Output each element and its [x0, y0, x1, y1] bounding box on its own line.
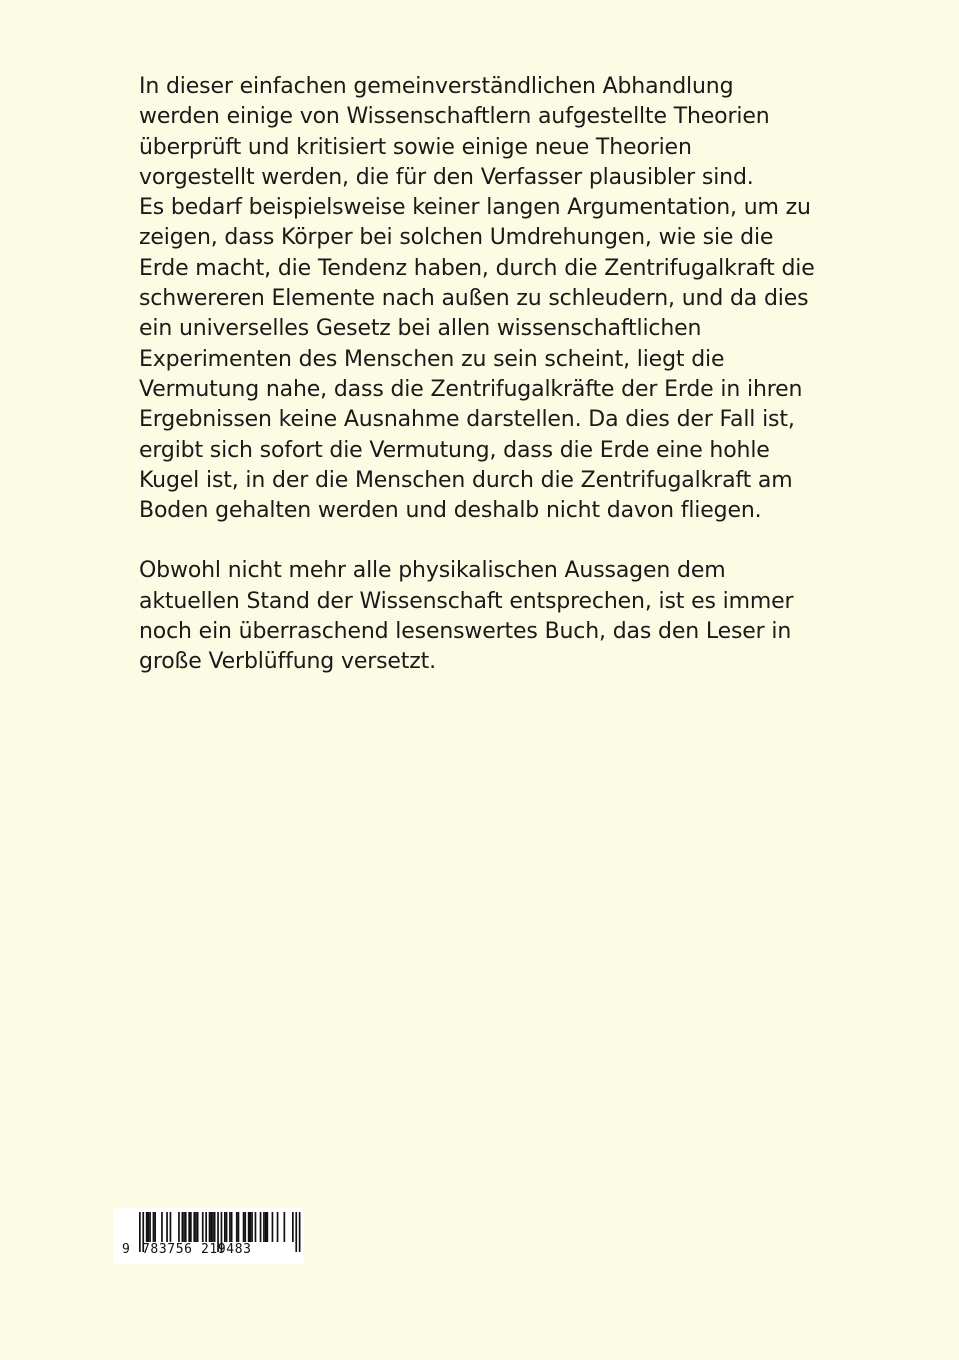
barcode-bar	[205, 1212, 207, 1242]
text-line: In dieser einfachen gemeinverständlichen Abhandlung	[139, 74, 734, 99]
barcode-bar	[263, 1212, 265, 1242]
barcode-bar	[214, 1212, 216, 1242]
barcode-bar	[267, 1212, 269, 1242]
barcode-bar	[193, 1212, 195, 1242]
barcode-bar	[166, 1212, 168, 1242]
barcode-bar	[188, 1212, 190, 1242]
text-line: aktuellen Stand der Wissenschaft entsprechen, ist es immer	[139, 588, 794, 614]
text-line: schwereren Elemente nach außen zu schleudern, und da dies	[139, 286, 809, 312]
barcode-bar	[226, 1212, 228, 1242]
barcode-bar	[190, 1212, 192, 1242]
barcode-bar	[292, 1212, 294, 1242]
barcode-bar	[295, 1212, 297, 1252]
barcode-bar	[209, 1212, 211, 1242]
blurb-paragraph-2	[139, 556, 829, 677]
barcode-bar	[210, 1212, 212, 1242]
barcode-bar	[265, 1212, 267, 1242]
text-line: Experimenten des Menschen zu sein scheint, liegt die	[139, 346, 725, 372]
text-line: Obwohl nicht mehr alle physikalischen Aussagen dem	[139, 558, 726, 584]
barcode-bar	[148, 1212, 150, 1242]
barcode-bar	[272, 1212, 274, 1242]
text-line: ergibt sich sofort die Vermutung, dass die Erde eine hohle	[139, 437, 770, 463]
barcode-bar	[250, 1212, 252, 1242]
text-line: ein universelles Gesetz bei allen wissenschaftlichen	[139, 316, 702, 342]
text-line: Boden gehalten werden und deshalb nicht davon fliegen.	[139, 498, 762, 524]
barcode-bar	[139, 1212, 141, 1252]
barcode-bar	[170, 1212, 172, 1242]
text-line: Vermutung nahe, dass die Zentrifugalkräfte der Erde in ihren	[139, 376, 803, 402]
barcode-first-digit: 9	[122, 1242, 130, 1257]
text-line: Ergebnissen keine Ausnahme darstellen. Da dies der Fall ist,	[139, 407, 795, 433]
text-line: vorgestellt werden, die für den Verfasser plausibler sind.	[139, 164, 754, 190]
barcode-bar	[284, 1212, 286, 1242]
barcode-bar	[248, 1212, 250, 1242]
barcode-bar	[231, 1212, 233, 1242]
barcode-bar	[229, 1212, 231, 1242]
isbn-barcode	[113, 1208, 304, 1264]
blurb-text	[139, 72, 829, 678]
barcode-bar	[197, 1212, 199, 1242]
barcode-bar	[236, 1212, 238, 1242]
barcode-bar	[161, 1212, 163, 1242]
barcode-bar	[178, 1212, 180, 1242]
barcode-bar	[153, 1212, 155, 1242]
blurb-paragraph-1	[139, 72, 829, 526]
barcode-bar	[195, 1212, 197, 1242]
barcode-bar	[149, 1212, 151, 1242]
barcode-bar	[255, 1212, 257, 1242]
barcode-bar	[277, 1212, 279, 1242]
barcode-bar	[224, 1212, 226, 1242]
text-line: werden einige von Wissenschaftlern aufgestellte Theorien	[139, 104, 770, 130]
barcode-bar	[251, 1212, 253, 1242]
text-line: Es bedarf beispielsweise keiner langen Argumentation, um zu	[139, 195, 811, 221]
barcode-bar	[202, 1212, 204, 1242]
barcode-bar	[238, 1212, 240, 1242]
text-line: noch ein überraschend lesenswertes Buch, das den Leser in	[139, 619, 792, 645]
barcode-bar	[244, 1212, 246, 1242]
barcode-bar	[185, 1212, 187, 1242]
barcode-bar	[183, 1212, 185, 1242]
text-line: Kugel ist, in der die Menschen durch die Zentrifugalkraft am	[139, 467, 793, 493]
text-line: überprüft und kritisiert sowie einige neue Theorien	[139, 134, 692, 160]
paragraph-spacer	[139, 526, 829, 556]
text-line: zeigen, dass Körper bei solchen Umdrehungen, wie sie die	[139, 225, 774, 251]
text-line: große Verblüffung versetzt.	[139, 649, 436, 675]
barcode-bar	[243, 1212, 245, 1242]
barcode-bar	[260, 1212, 262, 1242]
barcode-bar	[212, 1212, 214, 1242]
text-line: Erde macht, die Tendenz haben, durch die Zentrifugalkraft die	[139, 255, 815, 281]
barcode-bar	[154, 1212, 156, 1242]
barcode-bar	[182, 1212, 184, 1242]
barcode-bar	[299, 1212, 301, 1252]
barcode-bar	[146, 1212, 148, 1242]
barcode-digits: 783756 219483	[142, 1242, 252, 1257]
